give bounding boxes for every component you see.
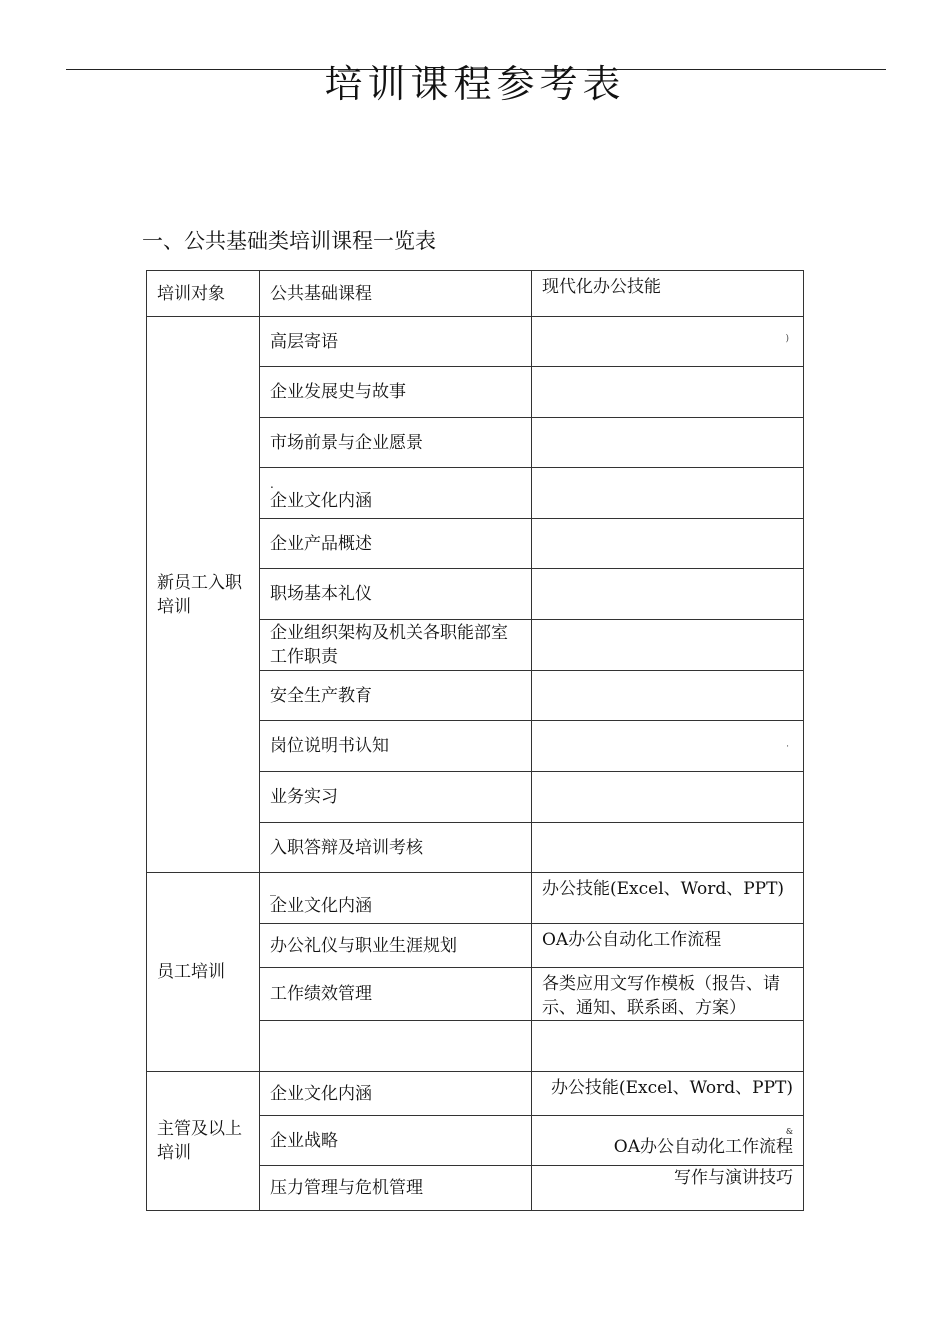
skill-cell — [532, 317, 804, 367]
table-header-row — [147, 271, 804, 317]
skill-cell — [532, 671, 804, 721]
course-cell — [260, 468, 532, 519]
skill-cell — [532, 1116, 804, 1166]
skill-cell — [532, 569, 804, 620]
course-label: 企业文化内涵 — [270, 491, 372, 511]
stray-mark: · — [786, 742, 789, 752]
skill-cell: 办公技能(Excel、Word、PPT) — [532, 1072, 804, 1116]
stray-mark: _ — [270, 882, 276, 896]
course-cell: 业务实习 — [260, 772, 532, 823]
course-cell: 工作绩效管理 — [260, 968, 532, 1021]
course-cell: 安全生产教育 — [260, 671, 532, 721]
course-cell: 市场前景与企业愿景 — [260, 418, 532, 468]
course-cell: 入职答辩及培训考核 — [260, 823, 532, 873]
course-table — [146, 270, 804, 1211]
course-cell — [260, 873, 532, 924]
header-skills: 现代化办公技能 — [532, 271, 804, 317]
course-cell — [260, 1021, 532, 1072]
course-cell: 企业组织架构及机关各职能部室工作职责 — [260, 620, 532, 671]
skill-cell — [532, 468, 804, 519]
skill-cell: OA办公自动化工作流程 — [532, 924, 804, 968]
skill-cell — [532, 519, 804, 569]
course-label: 企业文化内涵 — [270, 896, 372, 916]
stray-mark: & — [785, 1127, 793, 1136]
stray-mark: ) — [785, 334, 789, 344]
skill-cell — [532, 620, 804, 671]
target-new-staff: 新员工入职培训 — [147, 317, 260, 873]
skill-cell — [532, 1021, 804, 1072]
skill-cell — [532, 772, 804, 823]
header-courses: 公共基础课程 — [260, 271, 532, 317]
section-heading: 一、公共基础类培训课程一览表 — [142, 229, 436, 253]
skill-cell — [532, 721, 804, 772]
stray-mark: . — [270, 477, 274, 491]
course-cell: 企业文化内涵 — [260, 1072, 532, 1116]
target-manager: 主管及以上培训 — [147, 1072, 260, 1211]
skill-cell: 写作与演讲技巧 — [532, 1166, 804, 1211]
course-cell: 职场基本礼仪 — [260, 569, 532, 620]
target-staff: 员工培训 — [147, 873, 260, 1072]
course-cell: 高层寄语 — [260, 317, 532, 367]
page-title: 培训课程参考表 — [324, 62, 626, 106]
course-cell: 岗位说明书认知 — [260, 721, 532, 772]
skill-cell — [532, 367, 804, 418]
skill-label: OA办公自动化工作流程 — [613, 1137, 793, 1157]
skill-cell: 各类应用文写作模板（报告、请示、通知、联系函、方案） — [532, 968, 804, 1021]
course-cell: 办公礼仪与职业生涯规划 — [260, 924, 532, 968]
skill-cell — [532, 823, 804, 873]
course-cell: 企业发展史与故事 — [260, 367, 532, 418]
course-cell: 企业产品概述 — [260, 519, 532, 569]
header-target: 培训对象 — [147, 271, 260, 317]
skill-cell — [532, 418, 804, 468]
table-row — [147, 873, 804, 924]
course-cell: 压力管理与危机管理 — [260, 1166, 532, 1211]
table-row — [147, 317, 804, 367]
course-cell: 企业战略 — [260, 1116, 532, 1166]
table-row — [147, 1072, 804, 1116]
skill-cell: 办公技能(Excel、Word、PPT) — [532, 873, 804, 924]
